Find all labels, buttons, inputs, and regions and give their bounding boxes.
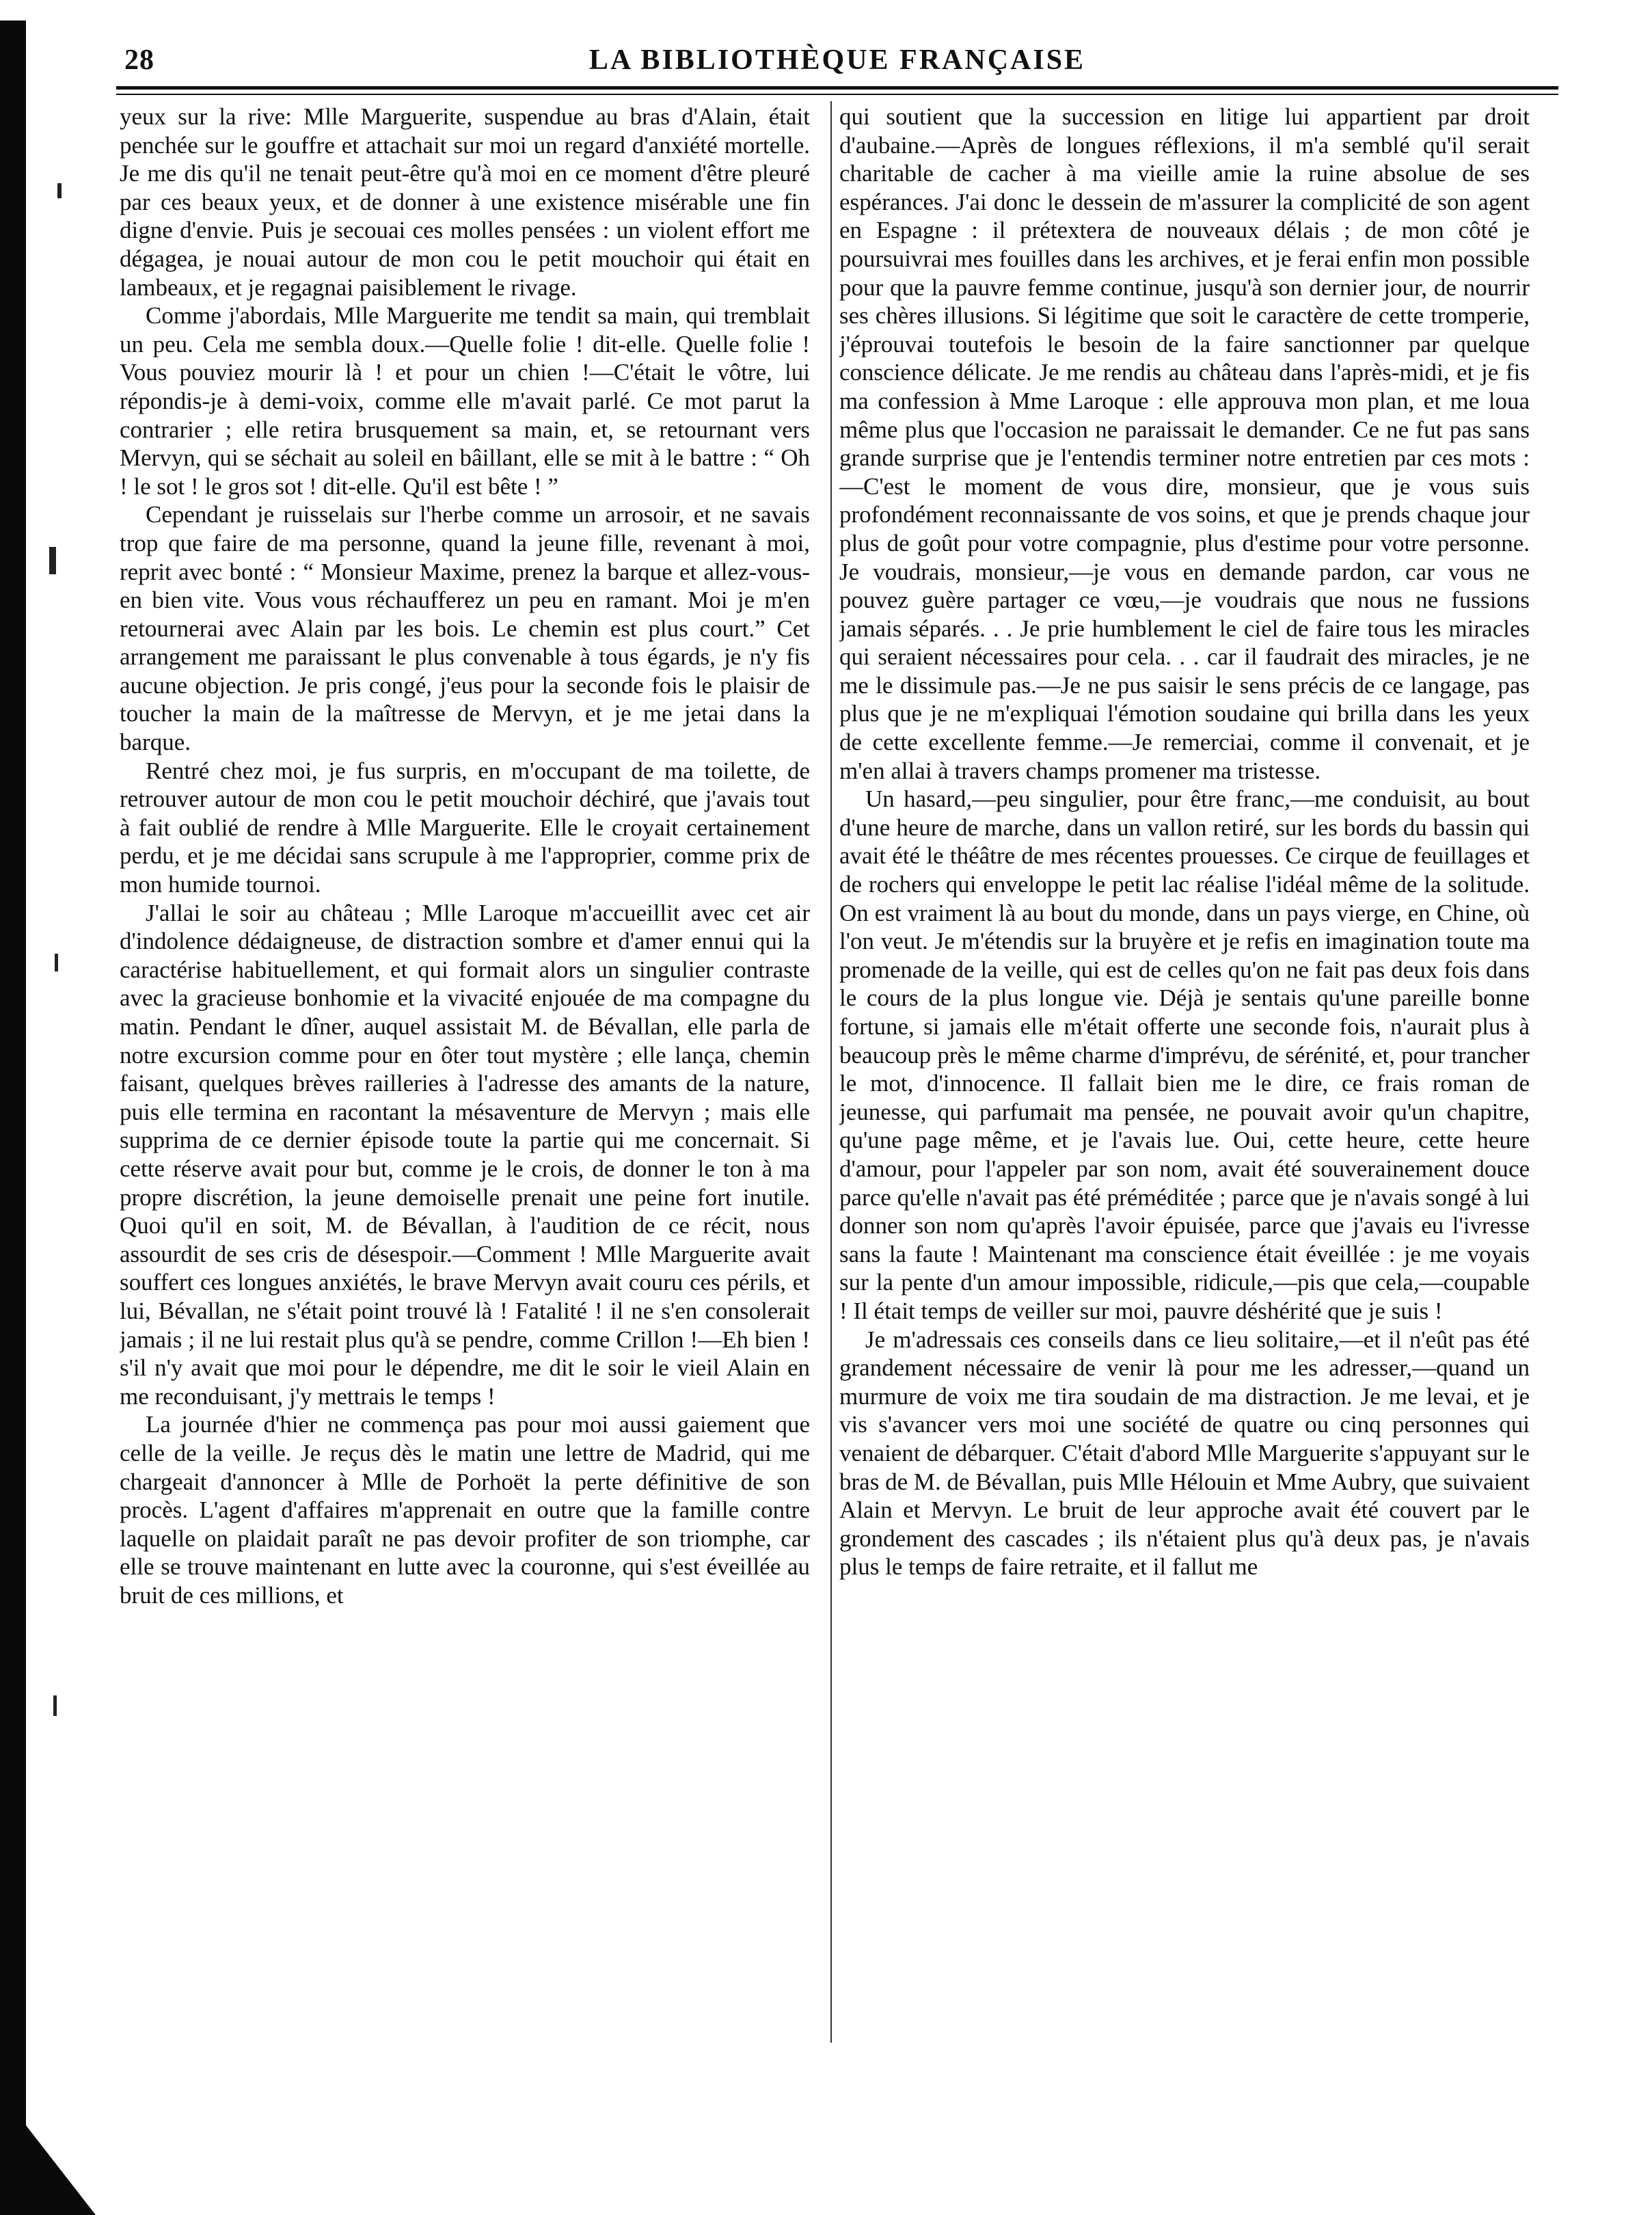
column-divider: [830, 101, 832, 2043]
right-column: [839, 103, 1530, 2058]
paragraph: Cependant je ruisselais sur l'herbe comme un arrosoir, et ne savais trop que faire de ma personne, quand la jeune fille, revenant à moi, reprit avec bonté : “ Monsieur Maxime, prenez la barque et allez-vous-en bien vite. Vous vous réchaufferez un peu en ramant. Moi je m'en retournerai avec Alain par les bois. Le chemin est plus court.” Cet arrangement me paraissant le plus convenable à tous égards, je n'y fis aucune objection. Je pris congé, j'eus pour la seconde fois le plaisir de toucher la main de la maîtresse de Mervyn, et je me jetai dans la barque.: [120, 501, 810, 756]
paragraph: Comme j'abordais, Mlle Marguerite me tendit sa main, qui tremblait un peu. Cela me sembla doux.—Quelle folie ! dit-elle. Quelle folie ! Vous pouviez mourir là ! et pour un chien !—C'était le vôtre, lui répondis-je à demi-voix, comme elle m'avait parlé. Ce mot parut la contrarier ; elle retira brusquement sa main, et, se retournant vers Mervyn, qui se séchait au soleil en bâillant, elle se mit à le battre : “ Oh ! le sot ! le gros sot ! dit-elle. Qu'il est bête ! ”: [120, 302, 810, 500]
paragraph: Rentré chez moi, je fus surpris, en m'occupant de ma toilette, de retrouver autour de mon cou le petit mouchoir déchiré, que j'avais tout à fait oublié de rendre à Mlle Marguerite. Elle le croyait certainement perdu, et je me décidai sans scrupule à me l'approprier, comme prix de mon humide tournoi.: [120, 757, 810, 898]
header-rule-thin: [116, 94, 1558, 95]
page-number: 28: [124, 44, 154, 76]
paragraph: yeux sur la rive: Mlle Marguerite, suspendue au bras d'Alain, était penchée sur le gouffre et attachait sur moi un regard d'anxiété mortelle. Je me dis qu'il ne tenait peut-être qu'à moi en ce moment d'être pleuré par ces beaux yeux, et de donner à une existence misérable une fin digne d'envie. Puis je secouai ces molles pensées : un violent effort me dégagea, je nouai autour de mon cou le petit mouchoir qui était en lambeaux, et je regagnai paisiblement le rivage.: [120, 103, 810, 301]
scan-speck: [55, 954, 58, 971]
scan-speck: [49, 547, 56, 574]
scan-speck: [53, 1695, 57, 1716]
binding-edge: [0, 21, 26, 2167]
paragraph: Je m'adressais ces conseils dans ce lieu solitaire,—et il n'eût pas été grandement nécessaire de venir là pour me les adresser,—quand un murmure de voix me tira soudain de ma distraction. Je me levai, et je vis s'avancer vers moi une société de quatre ou cinq personnes qui venaient de débarquer. C'était d'abord Mlle Marguerite s'appuyant sur le bras de M. de Bévallan, puis Mlle Hélouin et Mme Aubry, que suivaient Alain et Mervyn. Le bruit de leur approche avait été couvert par le grondement des cascades ; ils n'étaient plus qu'à deux pas, je n'avais plus le temps de faire retraite, et il fallut me: [839, 1326, 1530, 1581]
header-rule-thick: [116, 86, 1558, 90]
running-title: LA BIBLIOTHÈQUE FRANÇAISE: [588, 44, 1086, 76]
binding-corner: [0, 2092, 96, 2215]
paragraph: La journée d'hier ne commença pas pour moi aussi gaiement que celle de la veille. Je reçus dès le matin une lettre de Madrid, qui me chargeait d'annoncer à Mlle de Porhoët la perte définitive de son procès. L'agent d'affaires m'apprenait en outre que la famille contre laquelle on plaidait paraît ne pas devoir profiter de son triomphe, car elle se trouve maintenant en lutte avec la couronne, qui s'est éveillée au bruit de ces millions, et: [120, 1411, 810, 1609]
paragraph: Un hasard,—peu singulier, pour être franc,—me conduisit, au bout d'une heure de marche, dans un vallon retiré, sur les bords du bassin qui avait été le théâtre de mes récentes prouesses. Ce cirque de feuillages et de rochers qui enveloppe le petit lac réalise l'idéal même de la solitude. On est vraiment là au bout du monde, dans un pays vierge, en Chine, où l'on veut. Je m'étendis sur la bruyère et je refis en imagination toute ma promenade de la veille, qui est de celles qu'on ne fait pas deux fois dans le cours de la plus longue vie. Déjà je sentais qu'une pareille bonne fortune, si jamais elle m'était offerte une seconde fois, n'aurait plus à beaucoup près le même charme d'imprévu, de sérénité, et, pour trancher le mot, d'innocence. Il fallait bien me le dire, ce frais roman de jeunesse, qui parfumait ma pensée, ne pouvait avoir qu'un chapitre, qu'une page même, et je l'avais lue. Oui, cette heure, cette heure d'amour, pour l'appeler par son nom, avait été souverainement douce parce qu'elle n'avait pas été préméditée ; parce que je n'avais songé à lui donner son nom qu'après l'avoir épuisée, parce que j'avais eu l'ivresse sans la faute ! Maintenant ma conscience était éveillée : je me voyais sur la pente d'un amour impossible, ridicule,—pis que cela,—coupable ! Il était temps de veiller sur moi, pauvre déshérité que je suis !: [839, 786, 1530, 1324]
page-header: [116, 42, 1558, 83]
paragraph: qui soutient que la succession en litige lui appartient par droit d'aubaine.—Après de longues réflexions, il m'a semblé qu'il serait charitable de cacher à ma vieille amie la ruine absolue de ses espérances. J'ai donc le dessein de m'assurer la complicité de son agent en Espagne : il prétextera de nouveaux délais ; de mon côté je poursuivrai mes fouilles dans les archives, et je ferai enfin mon possible pour que la pauvre femme continue, jusqu'à son dernier jour, de nourrir ses chères illusions. Si légitime que soit le caractère de cette tromperie, j'éprouvai toutefois le besoin de la faire sanctionner par quelque conscience délicate. Je me rendis au château dans l'après-midi, et je fis ma confession à Mme Laroque : elle approuva mon plan, et me loua même plus que l'occasion ne paraissait le demander. Ce ne fut pas sans grande surprise que je l'entendis terminer notre entretien par ces mots :—C'est le moment de vous dire, monsieur, que je vous suis profondément reconnaissante de vos soins, et que je prends chaque jour plus de goût pour votre compagnie, plus d'estime pour votre personne. Je voudrais, monsieur,—je vous en demande pardon, car vous ne pouvez guère partager ce vœu,—je voudrais que nous ne fussions jamais séparés. . . Je prie humblement le ciel de faire tous les miracles qui seraient nécessaires pour cela. . . car il faudrait des miracles, je ne me le dissimule pas.—Je ne pus saisir le sens précis de ce langage, pas plus que je ne m'expliquai l'émotion soudaine qui brilla dans les yeux de cette excellente femme.—Je remerciai, comme il convenait, et je m'en allai à travers champs promener ma tristesse.: [839, 103, 1530, 784]
scan-speck: [57, 183, 62, 198]
left-column: [120, 103, 810, 2058]
paragraph: J'allai le soir au château ; Mlle Laroque m'accueillit avec cet air d'indolence dédaigneuse, de distraction sombre et d'amer ennui qui la caractérise habituellement, et qui formait alors un singulier contraste avec la gracieuse bonhomie et la vivacité enjouée de ma compagne du matin. Pendant le dîner, auquel assistait M. de Bévallan, elle parla de notre excursion comme pour en ôter tout mystère ; elle lança, chemin faisant, quelques brèves railleries à l'adresse des amants de la nature, puis elle termina en racontant la mésaventure de Mervyn ; mais elle supprima de ce dernier épisode toute la partie qui me concernait. Si cette réserve avait pour but, comme je le crois, de donner le ton à ma propre discrétion, la jeune demoiselle prenait une peine fort inutile. Quoi qu'il en soit, M. de Bévallan, à l'audition de ce récit, nous assourdit de ses cris de désespoir.—Comment ! Mlle Marguerite avait souffert ces longues anxiétés, le brave Mervyn avait couru ces périls, et lui, Bévallan, ne s'était point trouvé là ! Fatalité ! il ne s'en consolerait jamais ; il ne lui restait plus qu'à se pendre, comme Crillon !—Eh bien ! s'il n'y avait que moi pour le dépendre, me dit le soir le vieil Alain en me reconduisant, j'y mettrais le temps !: [120, 899, 810, 1410]
